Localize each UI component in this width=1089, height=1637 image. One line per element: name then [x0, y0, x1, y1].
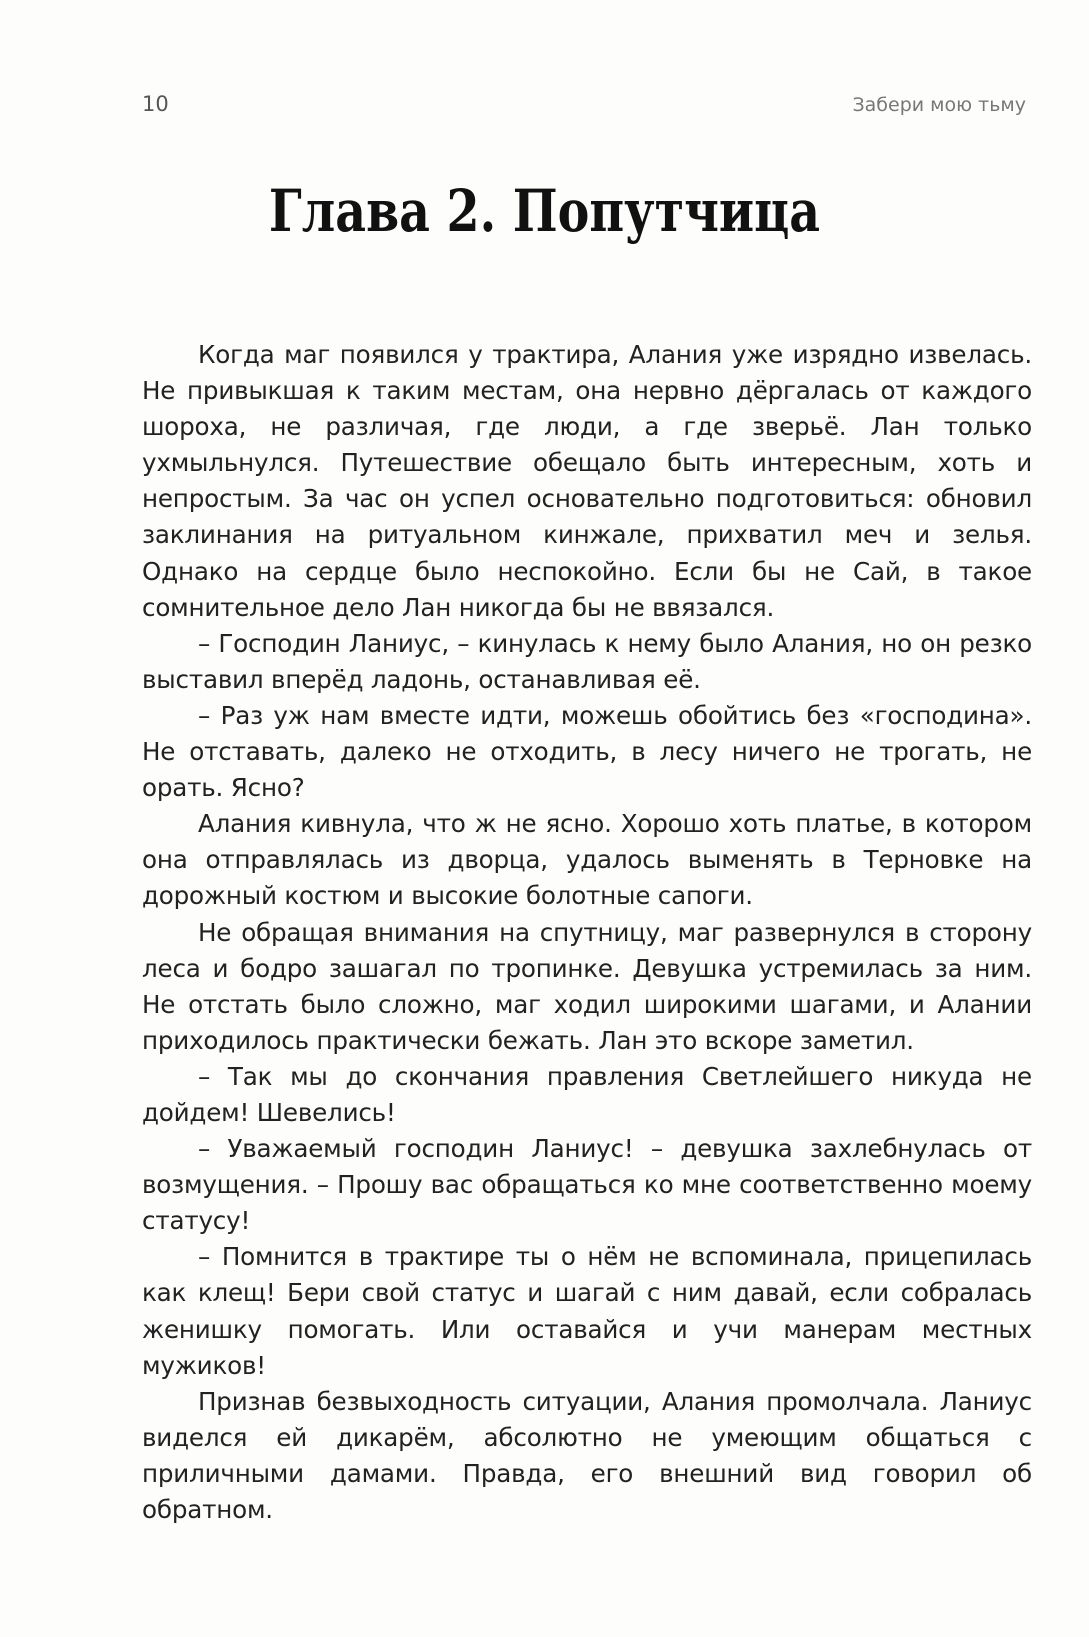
paragraph: Признав безвыходность ситуации, Алания промолчала. Ланиус виделся ей дикарём, абсолютно не умеющим общаться с приличными дамами. Правда, его внешний вид говорил об обратном. — [142, 1386, 1032, 1524]
paragraph: Когда маг появился у трактира, Алания уже изрядно извелась. Не привыкшая к таким местам, она нервно дёргалась от каждого шороха, не различая, где люди, а где зверьё. Лан только ухмыльнулся. Путешествие обещало быть интересным, хоть и непростым. За час он успел основательно подготовиться: обновил заклинания на ритуальном кинжале, прихватил меч и зелья. Однако на сердце было неспокойно. Если бы не Сай, в такое сомнительное дело Лан никогда бы не ввязался. — [142, 340, 1032, 622]
running-head — [142, 92, 1026, 124]
chapter-body — [142, 337, 1032, 1528]
paragraph: – Помнится в трактире ты о нём не вспоминала, прицепилась как клещ! Бери свой статус и шагай с ним давай, если собралась женишку помогать. Или оставайся и учи манерам местных мужиков! — [142, 1242, 1032, 1380]
paragraph: – Раз уж нам вместе идти, можешь обойтись без «господина». Не отставать, далеко не отходить, в лесу ничего не трогать, не орать. Ясно? — [142, 700, 1032, 803]
paragraph: – Господин Ланиус, – кинулась к нему было Алания, но он резко выставил вперёд ладонь, останавливая её. — [142, 628, 1032, 694]
paragraph: – Так мы до скончания правления Светлейшего никуда не дойдем! Шевелись! — [142, 1061, 1032, 1127]
book-title: Забери мою тьму — [852, 94, 1026, 116]
paragraph: – Уважаемый господин Ланиус! – девушка захлебнулась от возмущения. – Прошу вас обращаться ко мне соответственно моему статусу! — [142, 1134, 1032, 1236]
paragraph: Не обращая внимания на спутницу, маг развернулся в сторону леса и бодро зашагал по тропинке. Девушка устремилась за ним. Не отстать было сложно, маг ходил широкими шагами, и Алании приходилось практически бежать. Лан это вскоре заметил. — [142, 917, 1032, 1055]
chapter-title: Глава 2. Попутчица — [268, 177, 821, 245]
page-number: 10 — [142, 92, 169, 116]
paragraph: Алания кивнула, что ж не ясно. Хорошо хоть платье, в котором она отправлялась из дворца, удалось выменять в Терновке на дорожный костюм и высокие болотные сапоги. — [142, 809, 1032, 911]
